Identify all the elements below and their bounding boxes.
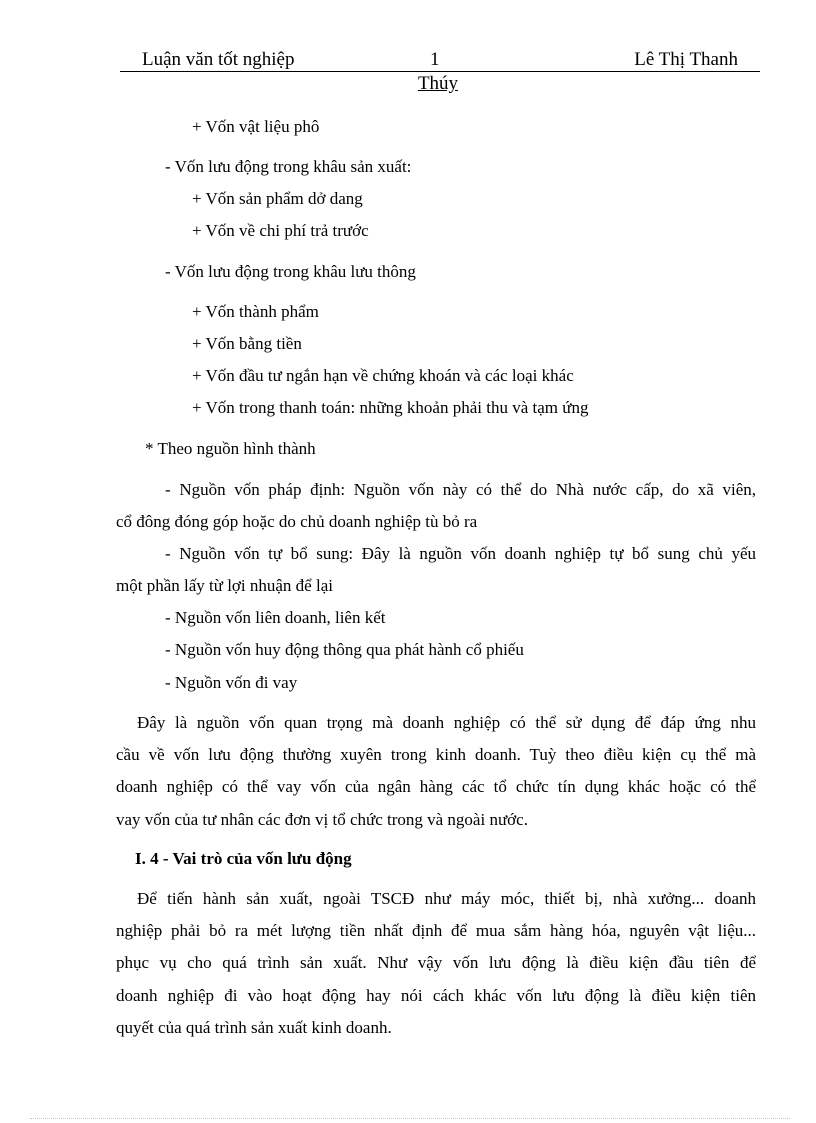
text-line: - Vốn lưu động trong khâu sản xuất: — [165, 157, 412, 176]
text-line: - Nguồn vốn liên doanh, liên kết — [165, 608, 386, 627]
text-line: + Vốn đầu tư ngắn hạn về chứng khoán và các loại khác — [192, 366, 574, 385]
section-label: * Theo nguồn hình thành — [145, 439, 316, 458]
text-line: - Vốn lưu động trong khâu lưu thông — [165, 262, 416, 281]
text-line: + Vốn bằng tiền — [192, 334, 302, 353]
header-author-wrap: Thúy — [417, 73, 459, 94]
paragraph-line: nghiệp phải bỏ ra mét lượng tiền nhất định để mua sắm hàng hóa, nguyên vật liệu... — [116, 921, 756, 940]
paragraph-line: cổ đông đóng góp hoặc do chủ doanh nghiệp tù bỏ ra — [116, 512, 478, 531]
text-line: - Nguồn vốn huy động thông qua phát hành cổ phiếu — [165, 640, 524, 659]
header-thesis-title: Luận văn tốt nghiệp — [142, 49, 295, 70]
header-author: Lê Thị Thanh — [634, 49, 738, 70]
paragraph-line: phục vụ cho quá trình sản xuất. Như vậy vốn lưu động là điều kiện đầu tiên để — [116, 953, 756, 972]
text-line: + Vốn trong thanh toán: những khoản phải thu và tạm ứng — [192, 398, 589, 417]
paragraph-line: - Nguồn vốn pháp định: Nguồn vốn này có thể do Nhà nước cấp, do xã viên, — [165, 480, 756, 499]
paragraph-line: quyết của quá trình sản xuất kinh doanh. — [116, 1018, 392, 1037]
section-heading: I. 4 - Vai trò của vốn lưu động — [135, 849, 352, 868]
paragraph-line: - Nguồn vốn tự bổ sung: Đây là nguồn vốn doanh nghiệp tự bổ sung chủ yếu — [165, 544, 756, 563]
text-line: + Vốn về chi phí trả trước — [192, 221, 369, 240]
paragraph-line: Để tiến hành sản xuất, ngoài TSCĐ như máy móc, thiết bị, nhà xưởng... doanh — [137, 889, 756, 908]
header-author-continued — [0, 73, 816, 95]
text-line: + Vốn vật liệu phô — [192, 117, 320, 136]
paragraph-line: doanh nghiệp đi vào hoạt động hay nói cách khác vốn lưu động là điều kiện tiên — [116, 986, 756, 1005]
paragraph-line: vay vốn của tư nhân các đơn vị tổ chức trong và ngoài nước. — [116, 810, 528, 829]
text-line: - Nguồn vốn đi vay — [165, 673, 298, 692]
paragraph-line: một phần lấy từ lợi nhuận để lại — [116, 576, 333, 595]
page-bottom-divider — [30, 1118, 790, 1119]
paragraph-line: cầu về vốn lưu động thường xuyên trong kinh doanh. Tuỳ theo điều kiện cụ thể mà — [116, 745, 756, 764]
text-line: + Vốn thành phẩm — [192, 302, 319, 321]
paragraph-line: doanh nghiệp có thể vay vốn của ngân hàng các tổ chức tín dụng khác hoặc có thể — [116, 777, 756, 796]
page-header — [120, 49, 760, 72]
paragraph-line: Đây là nguồn vốn quan trọng mà doanh nghiệp có thể sử dụng để đáp ứng nhu — [137, 713, 756, 732]
header-page-number: 1 — [430, 49, 440, 70]
text-line: + Vốn sản phẩm dở dang — [192, 189, 363, 208]
